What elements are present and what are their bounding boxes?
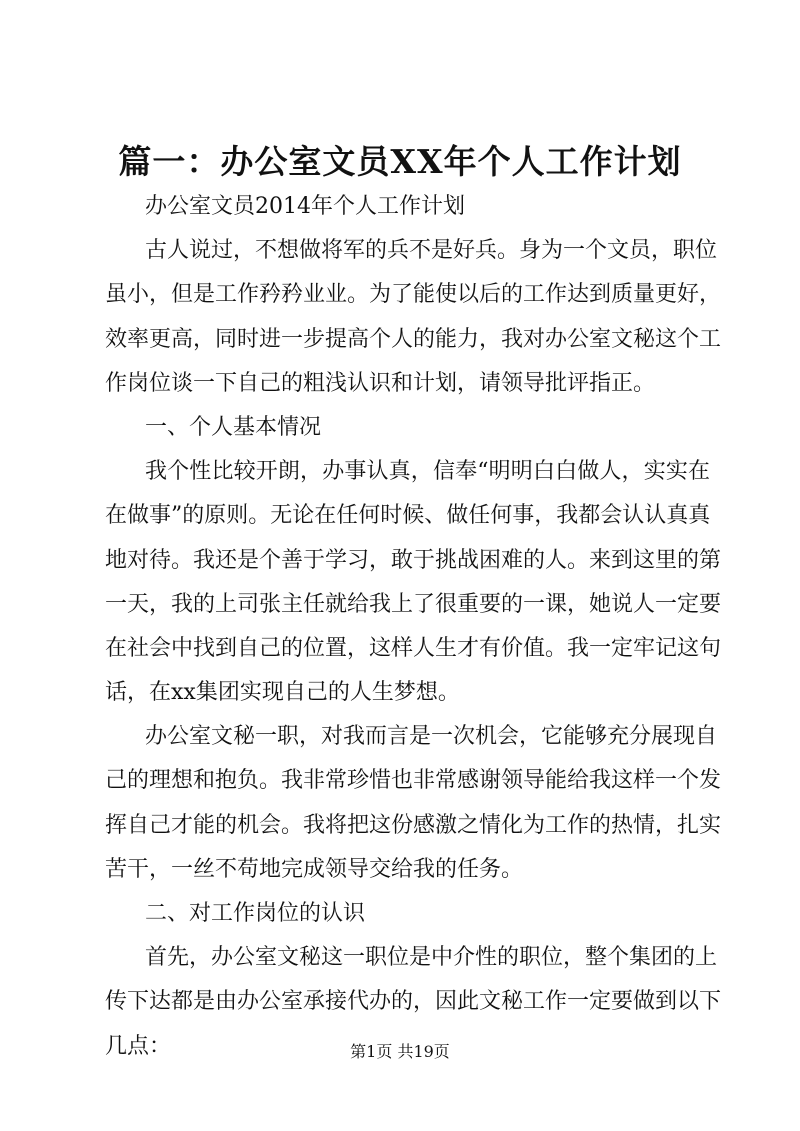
- section-heading: 一、个人基本情况: [145, 414, 322, 440]
- paragraph-line: 作岗位谈一下自己的粗浅认识和计划，请领导批评指正。: [105, 370, 656, 396]
- paragraph-line: 苦干，一丝不苟地完成领导交给我的任务。: [105, 856, 524, 882]
- paragraph-line: 几点：: [105, 1033, 172, 1059]
- document-title: 篇一：办公室文员XX年个人工作计划: [118, 142, 682, 181]
- paragraph-line: 地对待。我还是个善于学习，敢于挑战困难的人。来到这里的第: [105, 547, 722, 573]
- paragraph-line: 传下达都是由办公室承接代办的，因此文秘工作一定要做到以下: [105, 989, 722, 1015]
- paragraph-line: 虽小，但是工作矜矜业业。为了能使以后的工作达到质量更好，: [105, 282, 722, 308]
- paragraph-line: 己的理想和抱负。我非常珍惜也非常感谢领导能给我这样一个发: [105, 768, 722, 794]
- paragraph-line: 话，在xx集团实现自己的人生梦想。: [105, 680, 460, 706]
- section-heading: 二、对工作岗位的认识: [145, 901, 366, 926]
- paragraph-line: 古人说过，不想做将军的兵不是好兵。身为一个文员，职位: [145, 238, 718, 264]
- paragraph-line: 我个性比较开朗，办事认真，信奉“明明白白做人，实实在: [145, 459, 710, 485]
- paragraph-line: 办公室文秘一职，对我而言是一次机会，它能够充分展现自: [145, 724, 718, 750]
- paragraph-line: 首先，办公室文秘这一职位是中介性的职位，整个集团的上: [145, 945, 718, 971]
- paragraph-line: 在社会中找到自己的位置，这样人生才有价值。我一定牢记这句: [105, 635, 722, 661]
- paragraph-line: 效率更高，同时进一步提高个人的能力，我对办公室文秘这个工: [105, 326, 722, 352]
- paragraph-line: 一天，我的上司张主任就给我上了很重要的一课，她说人一定要: [105, 591, 722, 617]
- subtitle-line: 办公室文员2014年个人工作计划: [145, 194, 465, 219]
- document-body: [105, 185, 722, 1069]
- paragraph-line: 挥自己才能的机会。我将把这份感激之情化为工作的热情，扎实: [105, 812, 722, 838]
- page-number: 第1页 共19页: [350, 1042, 450, 1061]
- paragraph-line: 在做事”的原则。无论在任何时候、做任何事，我都会认认真真: [105, 503, 711, 529]
